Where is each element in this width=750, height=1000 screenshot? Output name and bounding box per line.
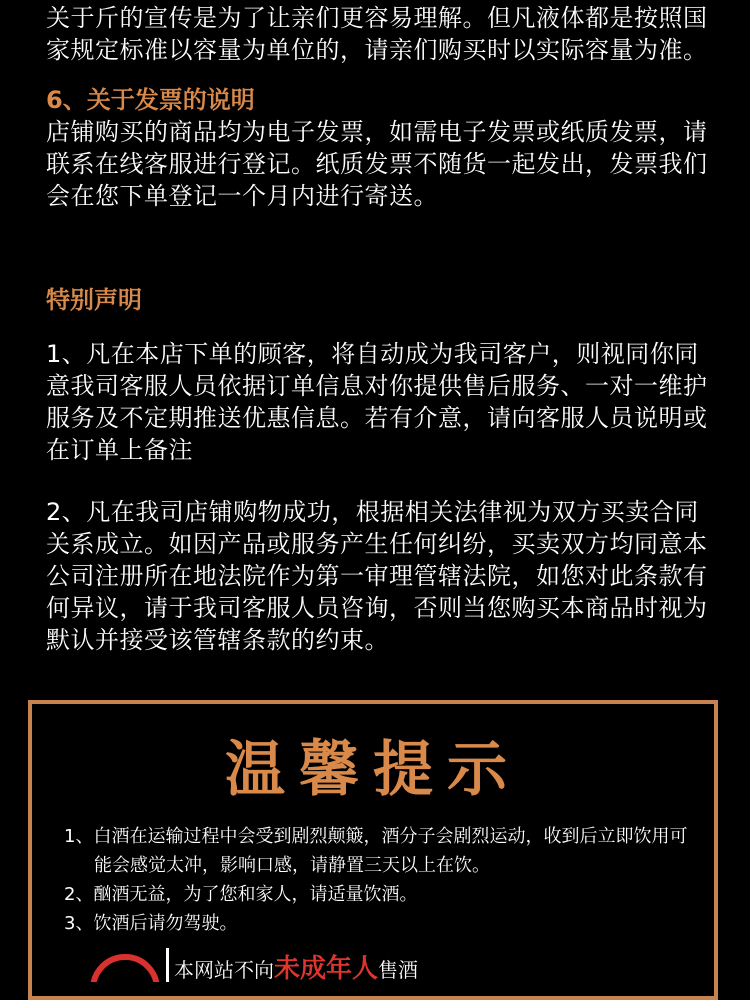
invoice-description: 店铺购买的商品均为电子发票，如需电子发票或纸质发票，请联系在线客服进行登记。纸质发票不随货一起发出，发票我们会在您下单登记一个月内进行寄送。 (46, 118, 708, 210)
tip-item-2: 2、酗酒无益，为了您和家人，请适量饮酒。 (64, 884, 418, 905)
warning-prefix: 本网站不向 (174, 958, 274, 982)
warning-suffix: 售酒 (378, 958, 419, 982)
underage-warning (64, 942, 704, 982)
warm-tips-box (28, 700, 718, 1000)
tip-item-1-line-2: 能会感觉太冲，影响口感，请静置三天以上在饮。 (94, 855, 490, 876)
invoice-heading: 6、关于发票的说明 (46, 86, 255, 114)
tip-item-3: 3、饮酒后请勿驾驶。 (64, 913, 238, 934)
tip-item-1 (64, 822, 704, 880)
warning-divider (166, 948, 169, 982)
tip-item-1-line-1: 1、白酒在运输过程中会受到剧烈颠簸，酒分子会剧烈运动，收到后立即饮用可 (64, 826, 688, 847)
warm-tips-title: 温馨提示 (225, 735, 521, 805)
special-statement-heading: 特别声明 (46, 286, 142, 314)
warning-highlight: 未成年人 (274, 954, 379, 982)
special-statement-item-1: 1、凡在本店下单的顾客，将自动成为我司客户，则视同你同意我司客服人员依据订单信息对你提供售后服务、一对一维护服务及不定期推送优惠信息。若有介意，请向客服人员说明或在订单上备注 (46, 340, 708, 464)
container-unit-note: 关于斤的宣传是为了让亲们更容易理解。但凡液体都是按照国家规定标准以容量为单位的，请亲们购买时以实际容量为准。 (46, 4, 708, 64)
special-statement-item-2: 2、凡在我司店铺购物成功，根据相关法律视为双方买卖合同关系成立。如因产品或服务产生任何纠纷，买卖双方均同意本公司注册所在地法院作为第一审理管辖法院，如您对此条款有何异议，请于我司客服人员咨询，否则当您购买本商品时视为默认并接受该管辖条款的约束。 (46, 498, 708, 654)
no-sale-icon (90, 954, 160, 982)
underage-warning-text (174, 948, 418, 982)
